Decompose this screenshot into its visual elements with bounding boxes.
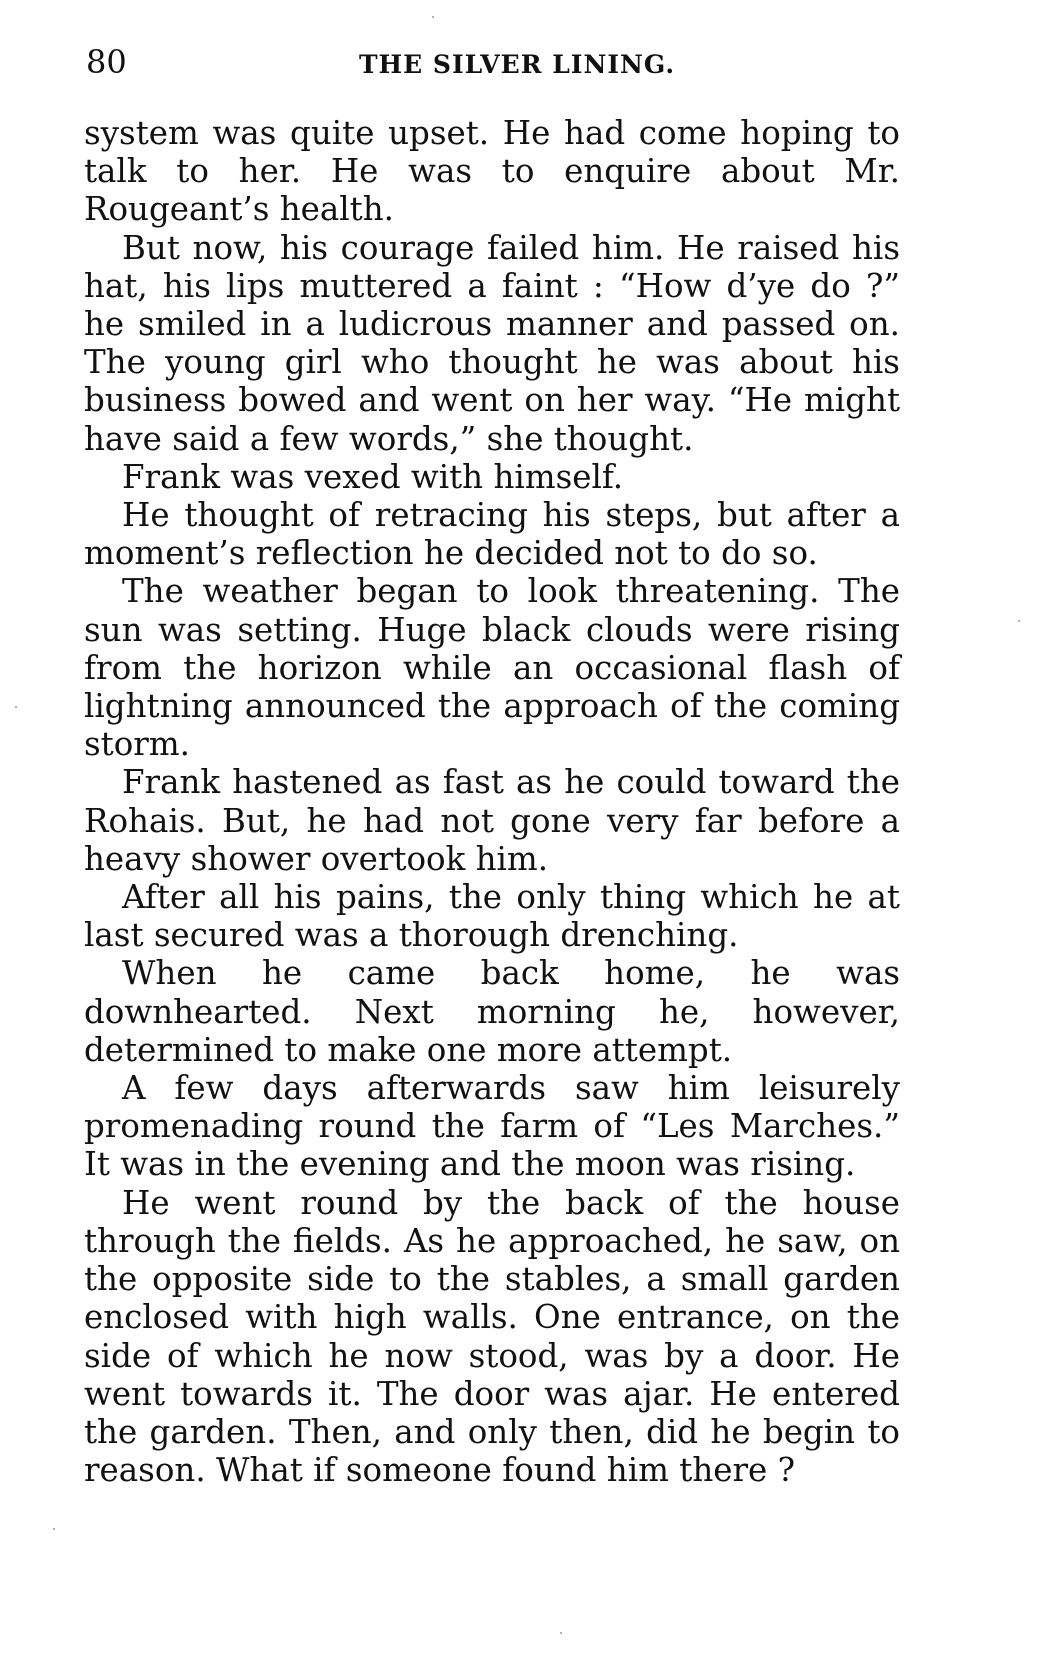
paragraph-1: system was quite upset. He had come hoping to talk to her. He was to enquire about Mr. Rougeant’s health. — [84, 114, 900, 229]
paragraph-7: After all his pains, the only thing which he at last secured was a thorough drenching. — [84, 878, 900, 955]
running-title: THE SILVER LINING. — [358, 50, 676, 79]
print-speck — [15, 706, 17, 708]
paragraph-2: But now, his courage failed him. He raised his hat, his lips muttered a faint : “How d’ye do ?” he smiled in a ludicrous manner and passed on. The young girl who thought he was about his business bowed and went on her way. “He might have said a few words,” she thought. — [84, 228, 900, 458]
paragraph-10: He went round by the back of the house through the fields. As he approached, he saw, on the opposite side to the stables, a small garden enclosed with high walls. One entrance, on the side of which he now stood, was by a door. He went towards it. The door was ajar. He entered the garden. Then, and only then, did he begin to reason. What if someone found him there ? — [84, 1183, 900, 1490]
paragraph-3: Frank was vexed with himself. — [122, 457, 624, 496]
print-speck — [560, 1632, 562, 1634]
paragraph-8: When he came back home, he was downhearted. Next morning he, however, determined to make one more attempt. — [84, 954, 900, 1069]
paragraph-9: A few days afterwards saw him leisurely promenading round the farm of “Les Marches.” It was in the evening and the moon was rising. — [84, 1069, 900, 1184]
running-head — [86, 38, 948, 86]
print-speck — [1018, 620, 1020, 622]
paragraph-5: The weather began to look threatening. The sun was setting. Huge black clouds were rising from the horizon while an occasional flash of lightning announced the approach of the coming storm. — [84, 572, 900, 764]
paragraph-4: He thought of retracing his steps, but after a moment’s reflection he decided not to do so. — [84, 496, 900, 573]
body-text — [84, 114, 900, 1489]
print-speck — [432, 16, 434, 18]
paragraph-6: Frank hastened as fast as he could toward the Rohais. But, he had not gone very far before a heavy shower overtook him. — [84, 763, 900, 878]
page-number: 80 — [86, 43, 127, 81]
print-speck — [53, 1528, 55, 1530]
